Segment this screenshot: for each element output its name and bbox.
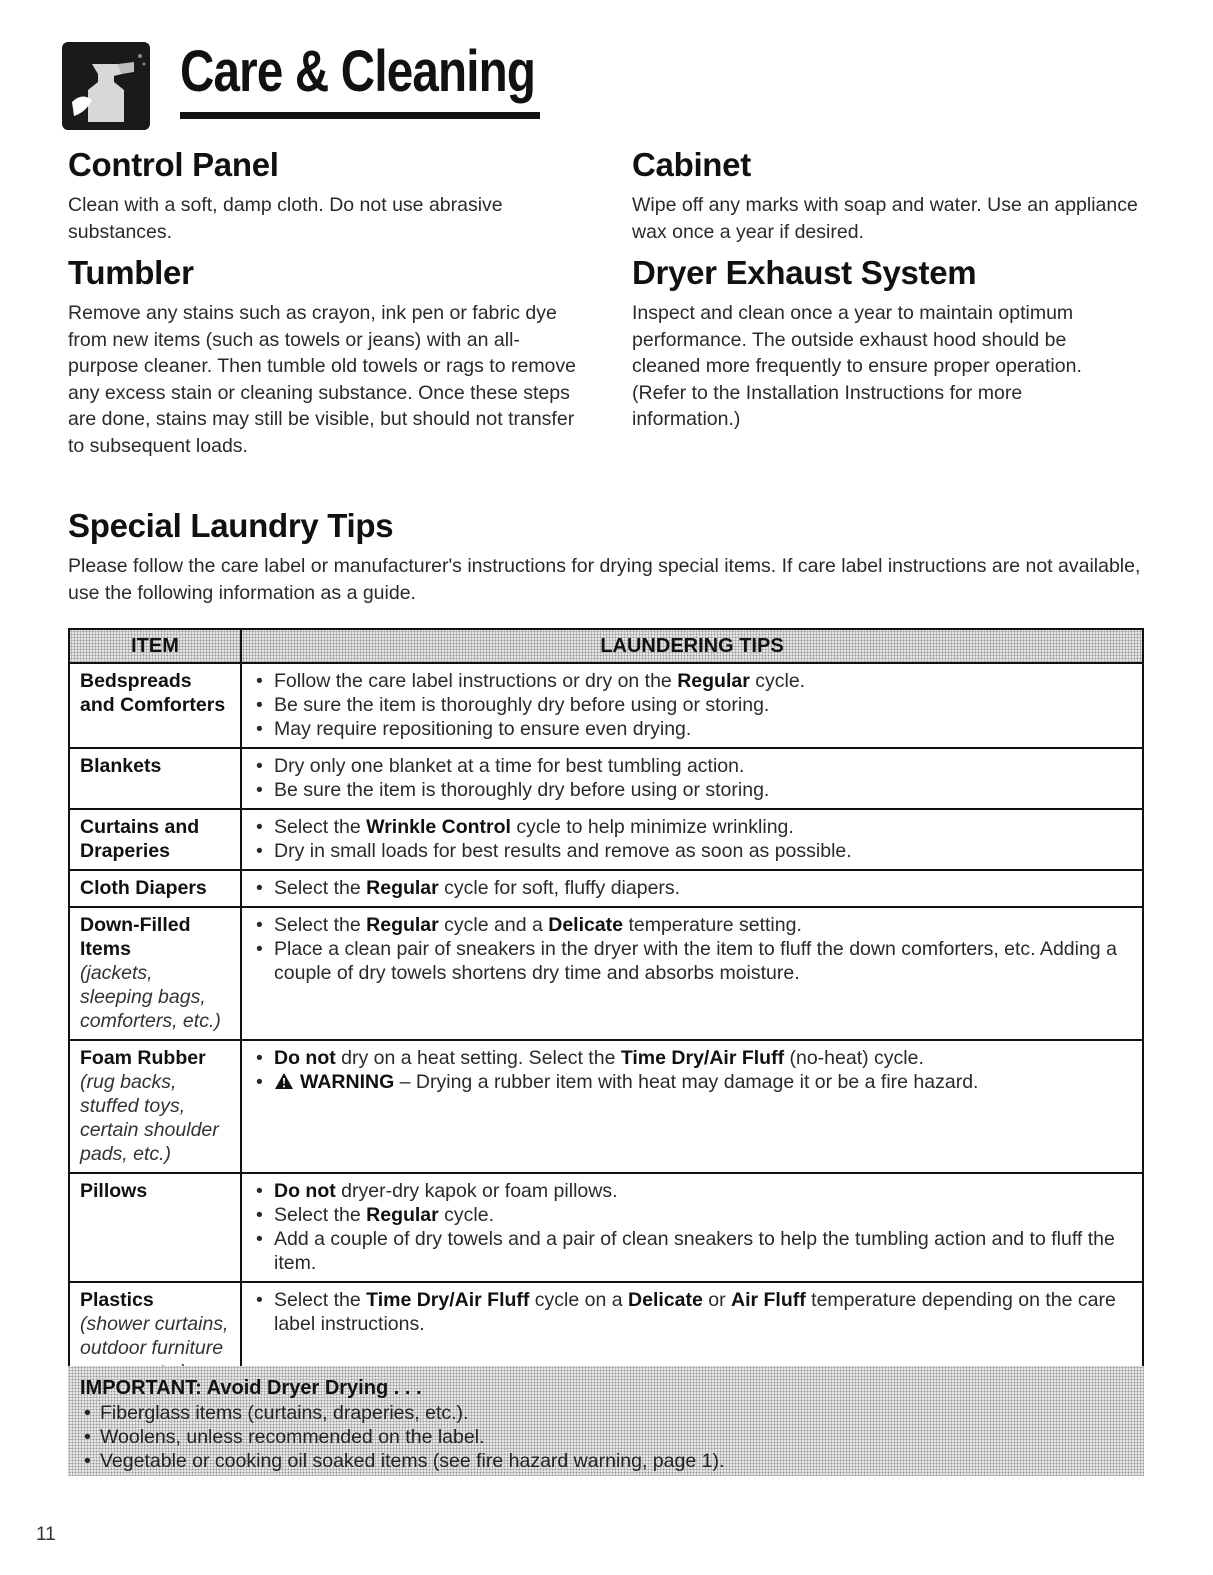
item-cell xyxy=(69,748,241,809)
important-notice xyxy=(68,1366,1144,1476)
tips-cell xyxy=(241,907,1143,1040)
section-heading: Control Panel xyxy=(68,146,279,183)
tip-text: Follow the care label instructions or dry on the xyxy=(274,670,678,692)
tip-emphasis: Do not xyxy=(274,1047,336,1069)
warning-triangle-icon xyxy=(274,1072,294,1090)
tip-item xyxy=(252,717,1132,741)
tip-text: Be sure the item is thoroughly dry before using or storing. xyxy=(274,779,770,801)
item-name: Curtains and Draperies xyxy=(80,816,200,862)
tip-text: Select the xyxy=(274,1289,367,1311)
tips-cell xyxy=(241,870,1143,907)
item-cell xyxy=(69,663,241,748)
tip-item xyxy=(252,754,1132,778)
tip-text: May require repositioning to ensure even drying. xyxy=(274,718,692,740)
tip-emphasis: Delicate xyxy=(548,914,624,936)
tip-text: Select the xyxy=(274,914,367,936)
section-special-laundry-tips xyxy=(68,507,1158,606)
tip-item xyxy=(252,937,1132,985)
tips-cell xyxy=(241,1173,1143,1282)
section-heading: Dryer Exhaust System xyxy=(632,254,977,291)
tips-cell xyxy=(241,748,1143,809)
tips-cell xyxy=(241,1040,1143,1173)
page-number: 11 xyxy=(36,1524,56,1545)
section-body: Inspect and clean once a year to maintain optimum performance. The outside exhaust hood should be cleaned more frequently to ensure proper operation. (Refer to the Installation Instructions for more information.) xyxy=(632,302,1082,430)
table-row xyxy=(69,907,1143,1040)
tip-emphasis: Do not xyxy=(274,1180,336,1202)
item-cell xyxy=(69,809,241,870)
item-note: (jackets, sleeping bags, comforters, etc.) xyxy=(80,962,221,1032)
tip-text: Select the xyxy=(274,1204,367,1226)
tip-text: temperature setting. xyxy=(623,914,802,936)
important-title: IMPORTANT: Avoid Dryer Drying . . . xyxy=(80,1377,422,1399)
tip-item xyxy=(252,913,1132,937)
item-note: (rug backs, stuffed toys, certain shoulder pads, etc.) xyxy=(80,1071,219,1165)
tip-text: Dry only one blanket at a time for best tumbling action. xyxy=(274,755,745,777)
item-name: Plastics xyxy=(80,1289,154,1311)
tip-item xyxy=(252,1288,1132,1336)
tips-list xyxy=(252,1179,1132,1275)
item-cell xyxy=(69,870,241,907)
table-row xyxy=(69,870,1143,907)
tip-emphasis: Air Fluff xyxy=(731,1289,806,1311)
section-body: Please follow the care label or manufacturer's instructions for drying special items. If care label instructions are not available, use the following information as a guide. xyxy=(68,555,1141,604)
item-note: (shower curtains, outdoor furniture xyxy=(80,1313,229,1359)
table-row xyxy=(69,1173,1143,1282)
section-cabinet xyxy=(632,146,1152,245)
tip-emphasis: Regular xyxy=(366,914,439,936)
tip-text: or xyxy=(702,1289,732,1311)
tip-text: Dry in small loads for best results and remove as soon as possible. xyxy=(274,840,852,862)
list-item: • Vegetable or cooking oil soaked items (see fire hazard warning, page 1). xyxy=(80,1449,1132,1473)
item-name: Down-Filled Items xyxy=(80,914,191,960)
tip-emphasis: Delicate xyxy=(628,1289,703,1311)
section-dryer-exhaust xyxy=(632,254,1132,433)
tip-text: cycle and a xyxy=(438,914,549,936)
tips-list xyxy=(252,815,1132,863)
section-control-panel xyxy=(68,146,588,245)
title-underline xyxy=(180,112,540,119)
tip-text: dry on a heat setting. Select the xyxy=(335,1047,621,1069)
tip-item xyxy=(252,669,1132,693)
tip-text: cycle on a xyxy=(529,1289,629,1311)
tips-list xyxy=(252,1046,1132,1094)
tip-item xyxy=(252,778,1132,802)
list-item: • Woolens, unless recommended on the label. xyxy=(80,1425,1132,1449)
section-tumbler xyxy=(68,254,588,459)
tip-item xyxy=(252,876,1132,900)
tip-item xyxy=(252,693,1132,717)
tip-text: temperature depending on the care label instructions. xyxy=(274,1289,1116,1335)
item-cell xyxy=(69,1040,241,1173)
list-item: • Fiberglass items (curtains, draperies, etc.). xyxy=(80,1401,1132,1425)
tip-item xyxy=(252,1046,1132,1070)
table-row xyxy=(69,748,1143,809)
column-header-item: ITEM xyxy=(69,629,241,663)
section-body: Remove any stains such as crayon, ink pen or fabric dye from new items (such as towels or jeans) with an all-purpose cleaner. Then tumble old towels or rags to remove any excess stain or cleaning substance. Once these steps are done, stains may still be visible, but should not transfer to subsequent loads. xyxy=(68,302,576,457)
tip-emphasis: WARNING xyxy=(300,1071,395,1093)
tip-text: cycle. xyxy=(438,1204,495,1226)
tip-item xyxy=(252,815,1132,839)
table-body xyxy=(69,663,1143,1391)
tip-text: cycle to help minimize wrinkling. xyxy=(510,816,794,838)
tips-cell xyxy=(241,809,1143,870)
tip-text: (no-heat) cycle. xyxy=(784,1047,924,1069)
table-row xyxy=(69,1040,1143,1173)
section-body: Wipe off any marks with soap and water. Use an appliance wax once a year if desired. xyxy=(632,194,1138,243)
tip-text: Select the xyxy=(274,816,367,838)
item-name: Foam Rubber xyxy=(80,1047,206,1069)
tips-list xyxy=(252,669,1132,741)
tip-text: cycle for soft, fluffy diapers. xyxy=(438,877,681,899)
section-body: Clean with a soft, damp cloth. Do not use abrasive substances. xyxy=(68,194,503,243)
item-cell xyxy=(69,907,241,1040)
tip-text: Place a clean pair of sneakers in the dryer with the item to fluff the down comforters, etc. Adding a couple of dry towels shortens dry time and absorbs moisture. xyxy=(274,938,1117,984)
tip-item xyxy=(252,839,1132,863)
item-name: Bedspreads and Comforters xyxy=(80,670,226,716)
tip-text: cycle. xyxy=(749,670,806,692)
tip-item xyxy=(252,1203,1132,1227)
table-header-row xyxy=(69,629,1143,663)
item-cell xyxy=(69,1173,241,1282)
tip-text: Add a couple of dry towels and a pair of clean sneakers to help the tumbling action and to fluff the item. xyxy=(274,1228,1115,1274)
item-name: Pillows xyxy=(80,1180,148,1202)
tips-list xyxy=(252,913,1132,985)
tip-text: – Drying a rubber item with heat may damage it or be a fire hazard. xyxy=(394,1071,979,1093)
tips-list xyxy=(252,1288,1132,1336)
tip-text: Select the xyxy=(274,877,367,899)
tip-item xyxy=(252,1179,1132,1203)
tip-item xyxy=(252,1227,1132,1275)
item-name: Blankets xyxy=(80,755,162,777)
laundering-tips-table xyxy=(68,628,1144,1392)
tip-emphasis: Regular xyxy=(366,1204,439,1226)
column-header-tips: LAUNDERING TIPS xyxy=(241,629,1143,663)
table-row xyxy=(69,663,1143,748)
section-heading: Cabinet xyxy=(632,146,751,183)
tip-emphasis: Regular xyxy=(366,877,439,899)
table-row xyxy=(69,809,1143,870)
tip-text: Be sure the item is thoroughly dry before using or storing. xyxy=(274,694,770,716)
tips-list xyxy=(252,876,1132,900)
tip-item xyxy=(252,1070,1132,1094)
item-name: Cloth Diapers xyxy=(80,877,207,899)
tip-emphasis: Time Dry/Air Fluff xyxy=(366,1289,530,1311)
section-heading: Special Laundry Tips xyxy=(68,507,394,544)
section-heading: Tumbler xyxy=(68,254,194,291)
tip-text: dryer-dry kapok or foam pillows. xyxy=(335,1180,618,1202)
tips-cell xyxy=(241,663,1143,748)
tips-list xyxy=(252,754,1132,802)
tip-emphasis: Regular xyxy=(677,670,750,692)
important-list xyxy=(80,1401,1132,1473)
cleaning-spray-bottle-icon xyxy=(62,42,150,130)
tip-emphasis: Wrinkle Control xyxy=(366,816,511,838)
page-title: Care & Cleaning xyxy=(180,39,536,104)
tip-emphasis: Time Dry/Air Fluff xyxy=(620,1047,785,1069)
